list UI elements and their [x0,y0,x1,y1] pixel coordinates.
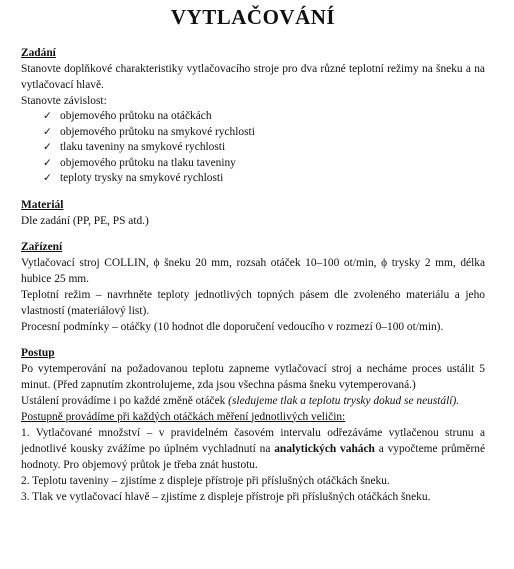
list-item: ✓ objemového průtoku na otáčkách [43,109,485,125]
checkmark-icon: ✓ [43,110,52,122]
zadani-checklist [21,109,485,187]
checkmark-icon: ✓ [43,156,52,169]
section-heading-zadani: Zadání [21,47,56,59]
page-title: VYTLAČOVÁNÍ [170,5,336,29]
section-material [21,197,485,229]
postup-step-3: 3. Tlak ve vytlačovací hlavě – zjistíme z displeje přístroje při příslušných otáčkách šneku. [21,490,431,503]
section-postup [21,345,485,505]
zarizeni-teplotni-rezim: Teplotní režim – navrhněte teploty jednotlivých topných pásem dle zvoleného materiálu a jeho vlastností (materiálový list). [21,288,485,317]
section-heading-material: Materiál [21,198,64,211]
section-heading-zarizeni: Zařízení [21,240,63,253]
postup-ustaleni: Ustálení provádíme i po každé změně otáček (sledujeme tlak a teplotu trysky dokud se neustálí). [21,394,460,407]
postup-mereni-heading: Postupně provádíme při každých otáčkách měření jednotlivých veličin: [21,410,346,423]
section-zadani [21,45,485,187]
zarizeni-stroj: Vytlačovací stroj COLLIN, ϕ šneku 20 mm, rozsah otáček 10–100 ot/min, ϕ trysky 2 mm, délka hubice 25 mm. [21,256,485,285]
material-text: Dle zadání (PP, PE, PS atd.) [21,214,149,227]
checkmark-icon: ✓ [43,125,52,138]
postup-step-2: 2. Teplotu taveniny – zjistíme z displeje přístroje při příslušných otáčkách šneku. [21,474,390,487]
postup-intro: Po vytemperování na požadovanou teplotu zapneme vytlačovací stroj a necháme proces ustálit 5 minut. (Před zapnutím zkontrolujeme, zda jsou všechna pásma šneku vytemperovaná.) [21,362,485,391]
zadani-subtext: Stanovte závislost: [21,95,107,107]
zarizeni-procesni-podminky: Procesní podmínky – otáčky (10 hodnot dle doporučení vedoucího v rozmezí 0–100 ot/min). [21,320,444,333]
list-item: ✓ tlaku taveniny na smykové rychlosti [43,140,485,156]
list-item: ✓ objemového průtoku na smykové rychlosti [43,125,485,141]
section-heading-postup: Postup [21,346,55,359]
checkmark-icon: ✓ [43,172,52,184]
postup-step-1: 1. Vytlačované množství – v pravidelném časovém intervalu odřezáváme vytlačenou strunu a jednotlivé kousky zvážíme po úplném vychladnutí na analytických vahách a vypočteme průměrné hodnoty. Pro objemový průtok je třeba znát hustotu. [21,426,485,471]
list-item: ✓ objemového průtoku na tlaku taveniny [43,156,485,172]
section-zarizeni [21,239,485,335]
list-item: ✓ teploty trysky na smykové rychlosti [43,171,485,187]
checkmark-icon: ✓ [43,141,52,153]
zadani-text: Stanovte doplňkové charakteristiky vytlačovacího stroje pro dva různé teplotní režimy na šneku a na vytlačovací hlavě. [21,63,485,91]
